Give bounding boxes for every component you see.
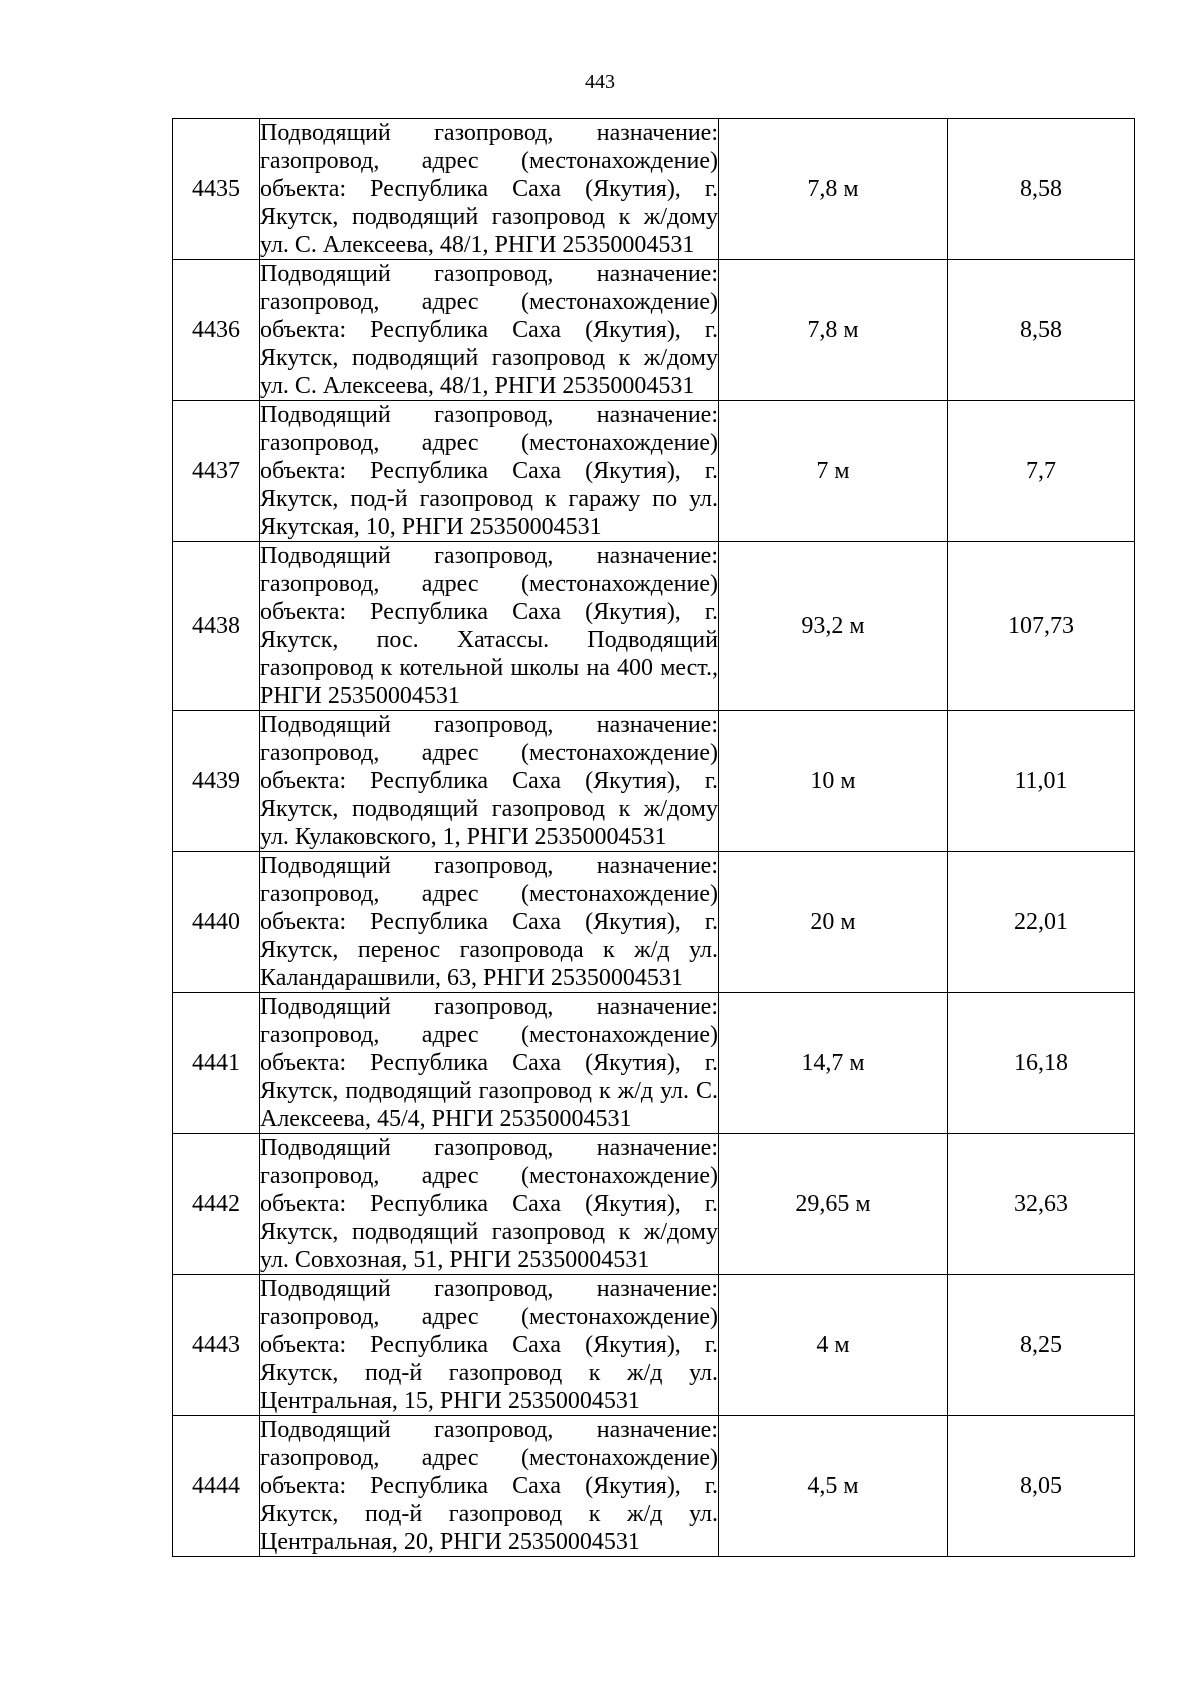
row-number: 4443 <box>173 1275 260 1416</box>
row-length: 7,8 м <box>719 260 948 401</box>
row-value: 11,01 <box>948 711 1135 852</box>
row-description: Подводящий газопровод, назначение: газопровод, адрес (местонахождение) объекта: Республика Саха (Якутия), г. Якутск, подводящий газопровод к ж/дому ул. С. Алексеева, 48/1, РНГИ 25350004531 <box>260 261 718 399</box>
row-value: 107,73 <box>948 542 1135 711</box>
row-value: 22,01 <box>948 852 1135 993</box>
row-description: Подводящий газопровод, назначение: газопровод, адрес (местонахождение) объекта: Республика Саха (Якутия), г. Якутск, подводящий газопровод к ж/дому ул. Кулаковского, 1, РНГИ 25350004531 <box>260 712 718 850</box>
row-number: 4442 <box>173 1134 260 1275</box>
row-description: Подводящий газопровод, назначение: газопровод, адрес (местонахождение) объекта: Республика Саха (Якутия), г. Якутск, под-й газопровод к ж/д ул. Центральная, 15, РНГИ 25350004531 <box>260 1276 718 1414</box>
row-length: 14,7 м <box>719 993 948 1134</box>
table-row <box>173 401 1135 542</box>
row-description: Подводящий газопровод, назначение: газопровод, адрес (местонахождение) объекта: Республика Саха (Якутия), г. Якутск, под-й газопровод к ж/д ул. Центральная, 20, РНГИ 25350004531 <box>260 1417 718 1555</box>
row-number: 4439 <box>173 711 260 852</box>
row-number: 4435 <box>173 119 260 260</box>
row-length: 7 м <box>719 401 948 542</box>
row-number: 4444 <box>173 1416 260 1557</box>
row-description: Подводящий газопровод, назначение: газопровод, адрес (местонахождение) объекта: Республика Саха (Якутия), г. Якутск, подводящий газопровод к ж/дому ул. С. Алексеева, 48/1, РНГИ 25350004531 <box>260 120 718 258</box>
row-value: 8,05 <box>948 1416 1135 1557</box>
row-length: 4 м <box>719 1275 948 1416</box>
row-description: Подводящий газопровод, назначение: газопровод, адрес (местонахождение) объекта: Республика Саха (Якутия), г. Якутск, под-й газопровод к гаражу по ул. Якутская, 10, РНГИ 25350004531 <box>260 402 718 540</box>
table-row <box>173 542 1135 711</box>
registry-table <box>172 118 1135 1557</box>
row-number: 4437 <box>173 401 260 542</box>
row-value: 7,7 <box>948 401 1135 542</box>
row-value: 32,63 <box>948 1134 1135 1275</box>
row-number: 4438 <box>173 542 260 711</box>
table-row <box>173 852 1135 993</box>
row-number: 4440 <box>173 852 260 993</box>
row-length: 20 м <box>719 852 948 993</box>
row-description: Подводящий газопровод, назначение: газопровод, адрес (местонахождение) объекта: Республика Саха (Якутия), г. Якутск, подводящий газопровод к ж/д ул. С. Алексеева, 45/4, РНГИ 25350004531 <box>260 994 718 1132</box>
row-value: 8,58 <box>948 119 1135 260</box>
table-row <box>173 1416 1135 1557</box>
row-value: 8,58 <box>948 260 1135 401</box>
page-number: 443 <box>585 71 615 93</box>
row-length: 29,65 м <box>719 1134 948 1275</box>
row-length: 7,8 м <box>719 119 948 260</box>
row-number: 4436 <box>173 260 260 401</box>
row-description: Подводящий газопровод, назначение: газопровод, адрес (местонахождение) объекта: Республика Саха (Якутия), г. Якутск, пос. Хатассы. Подводящий газопровод к котельной школы на 400 мест., РНГИ 25350004531 <box>260 543 718 709</box>
row-description: Подводящий газопровод, назначение: газопровод, адрес (местонахождение) объекта: Республика Саха (Якутия), г. Якутск, подводящий газопровод к ж/дому ул. Совхозная, 51, РНГИ 25350004531 <box>260 1135 718 1273</box>
row-length: 4,5 м <box>719 1416 948 1557</box>
table-row <box>173 993 1135 1134</box>
row-value: 8,25 <box>948 1275 1135 1416</box>
row-length: 93,2 м <box>719 542 948 711</box>
table-row <box>173 260 1135 401</box>
row-value: 16,18 <box>948 993 1135 1134</box>
table-row <box>173 119 1135 260</box>
row-length: 10 м <box>719 711 948 852</box>
row-description: Подводящий газопровод, назначение: газопровод, адрес (местонахождение) объекта: Республика Саха (Якутия), г. Якутск, перенос газопровода к ж/д ул. Каландарашвили, 63, РНГИ 25350004531 <box>260 853 718 991</box>
table-row <box>173 1275 1135 1416</box>
row-number: 4441 <box>173 993 260 1134</box>
table-row <box>173 711 1135 852</box>
table-row <box>173 1134 1135 1275</box>
